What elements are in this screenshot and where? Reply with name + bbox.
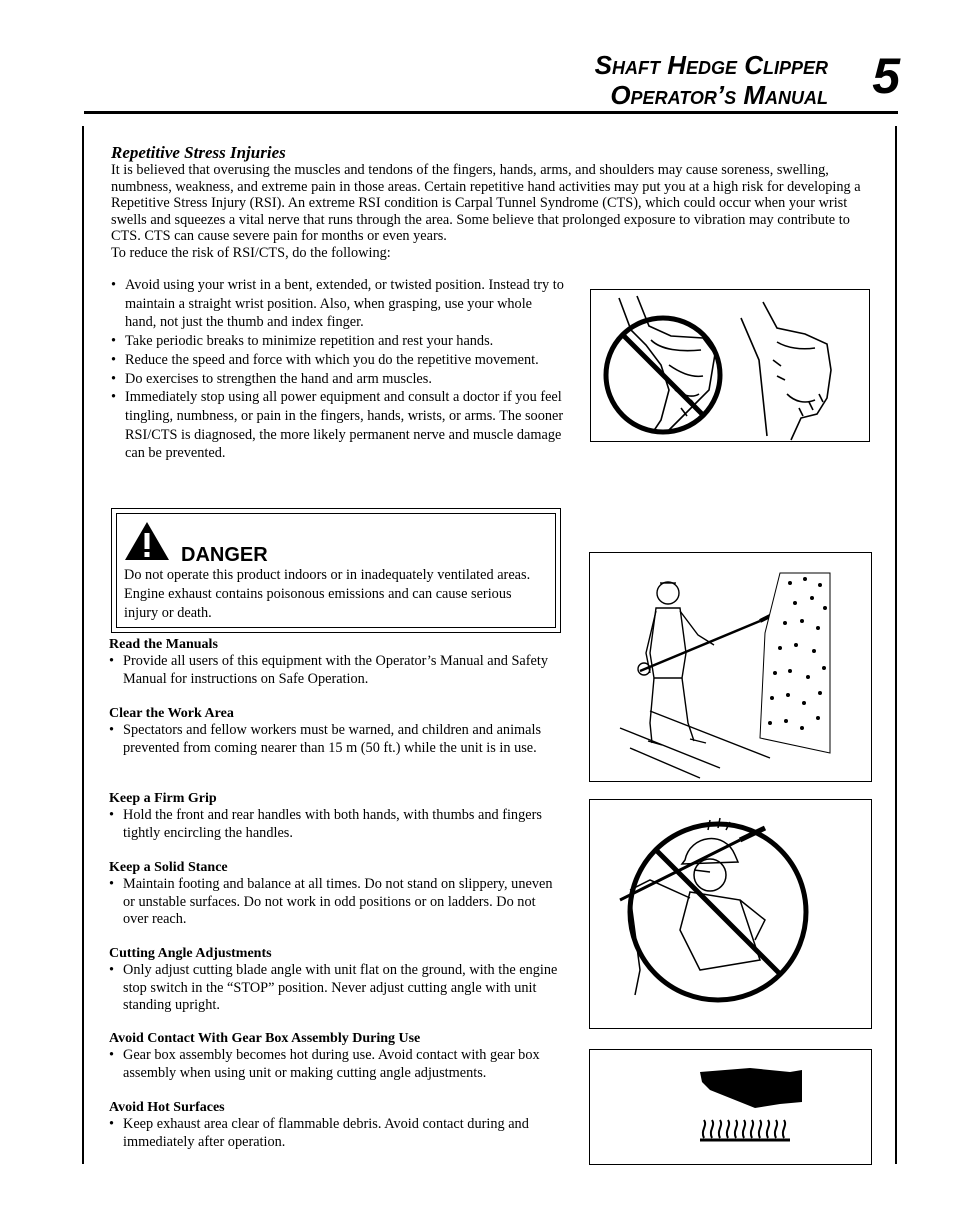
section-heading: Keep a Firm Grip (109, 791, 217, 806)
heat-waves-icon (700, 1120, 790, 1140)
rsi-bullet: • Take periodic breaks to minimize repetition and rest your hands. (111, 332, 566, 351)
warning-triangle-icon (123, 520, 171, 562)
section-bullet: • Gear box assembly becomes hot during use. Avoid contact with gear box assembly when using unit or making cutting angle adjustments. (109, 1047, 559, 1082)
section-bullet: • Only adjust cutting blade angle with unit flat on the ground, with the engine stop switch in the “STOP” position. Never adjust cutting angle with unit standing upright. (109, 962, 559, 1015)
hot-surface-svg (590, 1050, 871, 1164)
section-gear-box (109, 1031, 559, 1082)
section-bullet: • Keep exhaust area clear of flammable debris. Avoid contact during and immediately after operation. (109, 1116, 559, 1151)
section-hot-surfaces (109, 1100, 559, 1151)
page-number: 5 (872, 48, 900, 104)
right-margin-rule (895, 126, 897, 1164)
rsi-bullet-list (111, 276, 566, 463)
section-heading: Avoid Hot Surfaces (109, 1100, 225, 1115)
rsi-intro-lead: To reduce the risk of RSI/CTS, do the following: (111, 244, 391, 261)
danger-box (111, 508, 561, 633)
section-bullet: • Provide all users of this equipment with the Operator’s Manual and Safety Manual for instructions on Safe Operation. (109, 653, 559, 688)
section-read-manuals (109, 637, 559, 688)
hedge-trimming-svg (590, 553, 871, 781)
rsi-bullet: • Do exercises to strengthen the hand and arm muscles. (111, 370, 566, 389)
section-clear-work-area (109, 706, 559, 757)
rsi-bullet: • Immediately stop using all power equipment and consult a doctor if you feel tingling, numbness, or pain in the fingers, hands, wrists, or arms. The sooner RSI/CTS is diagnosed, the more likely permanent nerve and muscle damage can be prevented. (111, 388, 566, 463)
manual-title-line2: Operator’s Manual (610, 80, 828, 110)
section-bullet: • Spectators and fellow workers must be warned, and children and animals prevented from coming nearer than 15 m (50 ft.) while the unit is in use. (109, 722, 559, 757)
rsi-intro (111, 162, 871, 261)
section-heading: Avoid Contact With Gear Box Assembly During Use (109, 1031, 421, 1046)
manual-title-line1: Shaft Hedge Clipper (594, 50, 828, 80)
section-heading: Keep a Solid Stance (109, 860, 228, 875)
rsi-bullet: • Avoid using your wrist in a bent, extended, or twisted position. Instead try to maintain a straight wrist position. Also, when grasping, use your whole hand, not just the thumb and index finger. (111, 276, 566, 332)
overhead-cutting-prohibited-illustration (589, 799, 872, 1029)
section-cutting-angle (109, 946, 559, 1015)
danger-text: Do not operate this product indoors or in inadequately ventilated areas. Engine exhaust contains poisonous emissions and can cause serious injury or death. (124, 567, 531, 621)
danger-heading: DANGER (181, 544, 268, 566)
section-heading: Clear the Work Area (109, 706, 234, 721)
danger-box-inner (116, 513, 556, 628)
section-bullet: • Maintain footing and balance at all times. Do not stand on slippery, uneven or unstable surfaces. Do not work in odd positions or on ladders. Do not over reach. (109, 876, 559, 929)
rsi-title: Repetitive Stress Injuries (111, 143, 286, 162)
section-solid-stance (109, 860, 559, 929)
section-heading: Read the Manuals (109, 637, 218, 652)
hand-icon (700, 1068, 802, 1108)
rsi-intro-paragraph: It is believed that overusing the muscles and tendons of the fingers, hands, arms, and shoulders may cause soreness, swelling, numbness, weakness, and extreme pain in those areas. Certain repetitive hand activities may put you at a high risk for developing a Repetitive Stress Injury (RSI). An extreme RSI condition is Carpal Tunnel Syndrome (CTS), which could occur when your wrist swells and squeezes a vital nerve that runs through the area. Some believe that prolonged exposure to vibration may contribute to CTS. CTS can cause severe pain for months or even years. (111, 162, 861, 244)
hot-surface-illustration (589, 1049, 872, 1165)
wrist-position-illustration (590, 289, 870, 442)
section-heading: Cutting Angle Adjustments (109, 946, 272, 961)
overhead-cutting-svg (590, 800, 871, 1028)
header-rule (84, 111, 898, 114)
manual-title (595, 50, 828, 110)
operator-trimming-hedge-illustration (589, 552, 872, 782)
wrist-illustration-svg (591, 290, 869, 441)
section-bullet: • Hold the front and rear handles with both hands, with thumbs and fingers tightly encircling the handles. (109, 807, 559, 842)
rsi-bullet: • Reduce the speed and force with which you do the repetitive movement. (111, 351, 566, 370)
left-margin-rule (82, 126, 84, 1164)
section-firm-grip (109, 791, 559, 842)
